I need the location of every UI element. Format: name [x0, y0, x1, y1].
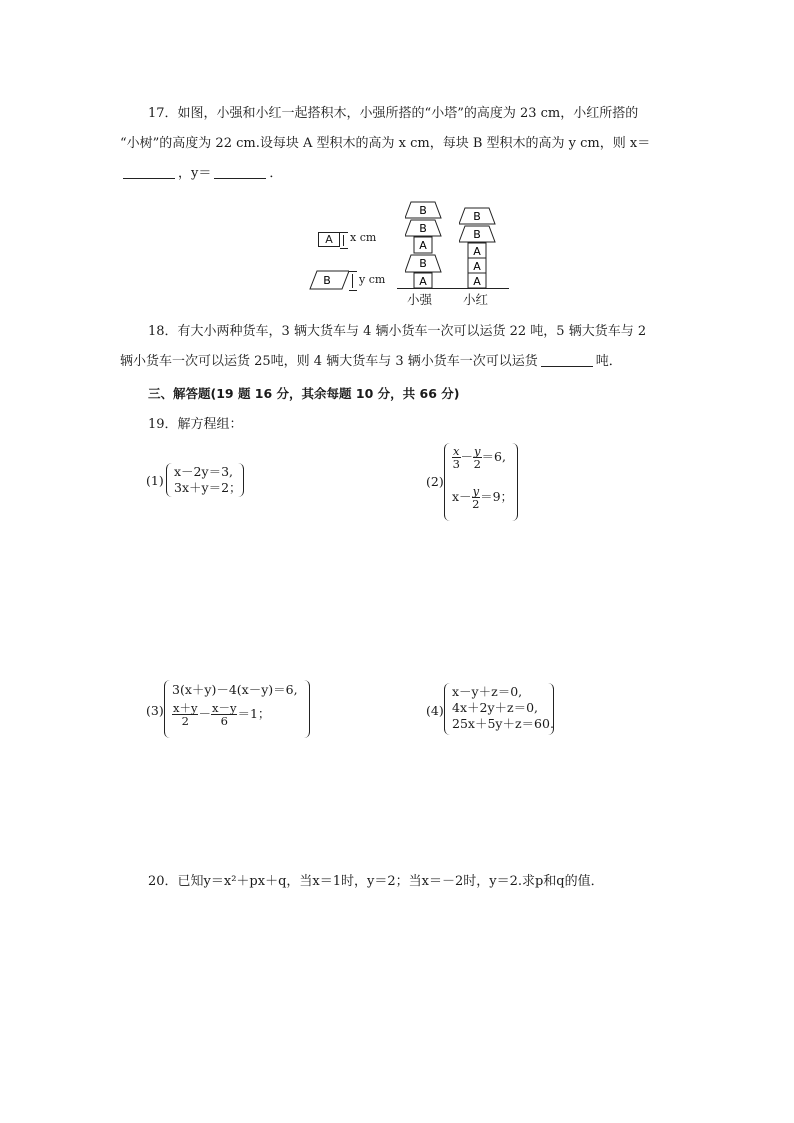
a-height-label: x cm — [350, 231, 377, 244]
right-tower-block-5: A — [473, 275, 481, 288]
right-tower-label: 小红 — [463, 292, 489, 307]
q19-3-eq-1: 3(x＋y)－4(x－y)＝6, — [172, 682, 298, 697]
q19-1-eq-1: x－2y＝3, — [174, 464, 233, 479]
answer-blank-x[interactable] — [123, 164, 175, 179]
left-tower — [405, 201, 445, 289]
right-tower-block-2: B — [473, 228, 481, 241]
answer-blank-tons[interactable] — [541, 352, 593, 367]
right-tower — [459, 205, 499, 289]
legend-block-b — [309, 270, 349, 290]
q19-3-frac-1: $\frac{x+y}{2}$ — [173, 701, 198, 728]
left-tower-label: 小强 — [407, 292, 433, 307]
left-tower-block-5: A — [419, 275, 427, 288]
height-arrow-b — [349, 271, 357, 291]
q19-4-system — [444, 683, 554, 735]
height-arrow-a — [340, 232, 348, 249]
q19-2-label: (2) — [426, 474, 444, 489]
q19-2-frac-y2: $\frac{y}{2}$ — [473, 444, 481, 471]
q18-unit: 吨． — [595, 354, 622, 369]
left-tower-block-3: A — [419, 239, 427, 252]
left-tower-block-1: B — [419, 204, 427, 217]
right-tower-block-3: A — [473, 245, 481, 258]
q19-4-eq-2: 4x＋2y＋z＝0, — [452, 700, 539, 715]
q19-2-frac-y2-b: $\frac{y}{2}$ — [472, 484, 480, 511]
q18-line-2-text: 辆小货车一次可以运货 25吨，则 4 辆大货车与 3 辆小货车一次可以运货 — [120, 354, 538, 369]
q18-line-1: 18．有大小两种货车，3 辆大货车与 4 辆小货车一次可以运货 22 吨，5 辆大货车与 2 — [148, 324, 647, 339]
right-tower-block-1: B — [473, 210, 481, 223]
q19-title: 19．解方程组： — [148, 417, 243, 432]
q19-3-label: (3) — [146, 703, 164, 718]
q19-1-label: (1) — [146, 473, 164, 488]
q17-line-3 — [120, 164, 282, 184]
right-tower-block-4: A — [473, 260, 481, 273]
q17-period: ． — [269, 166, 283, 181]
b-height-label: y cm — [359, 273, 386, 286]
q19-4-eq-3: 25x＋5y＋z＝60. — [452, 716, 554, 731]
q20-text: 20．已知y＝x²＋px＋q，当x＝1时，y＝2；当x＝－2时，y＝2.求p和q的值． — [148, 874, 604, 889]
blocks-figure — [305, 200, 515, 307]
q17-line-1: 17．如图，小强和小红一起搭积木，小强所搭的“小塔”的高度为 23 cm，小红所搭的 — [148, 106, 639, 121]
q19-2-system: $\frac{x}{3}$ － $\frac{y}{2}$ ＝6, x－ $\frac{y}{2}$ ＝9； — [444, 443, 518, 521]
q18-line-2 — [120, 352, 622, 372]
section-3-title: 三、解答题(19 题 16 分，其余每题 10 分，共 66 分) — [148, 386, 460, 401]
q19-4-eq-1: x－y＋z＝0, — [452, 684, 523, 699]
q17-y-prompt: ，y＝ — [178, 166, 212, 181]
q19-3-system: 3(x＋y)－4(x－y)＝6, $\frac{x+y}{2}$ － $\frac{x-y}{6}$ ＝1； — [164, 680, 310, 738]
q19-4-label: (4) — [426, 703, 444, 718]
left-tower-block-2: B — [419, 222, 427, 235]
q19-1-eq-2: 3x＋y＝2； — [174, 480, 242, 495]
q19-1-system — [166, 463, 244, 497]
legend-block-a: A — [318, 232, 340, 247]
q19-3-frac-2: $\frac{x-y}{6}$ — [212, 701, 237, 728]
q19-2-frac-x3: $\frac{x}{3}$ — [452, 444, 460, 471]
left-tower-block-4: B — [419, 257, 427, 270]
q17-line-2: “小树”的高度为 22 cm.设每块 A 型积木的高为 x cm，每块 B 型积木的高为 y cm，则 x＝ — [120, 136, 651, 151]
legend-block-b-text: B — [323, 274, 331, 287]
answer-blank-y[interactable] — [214, 164, 266, 179]
